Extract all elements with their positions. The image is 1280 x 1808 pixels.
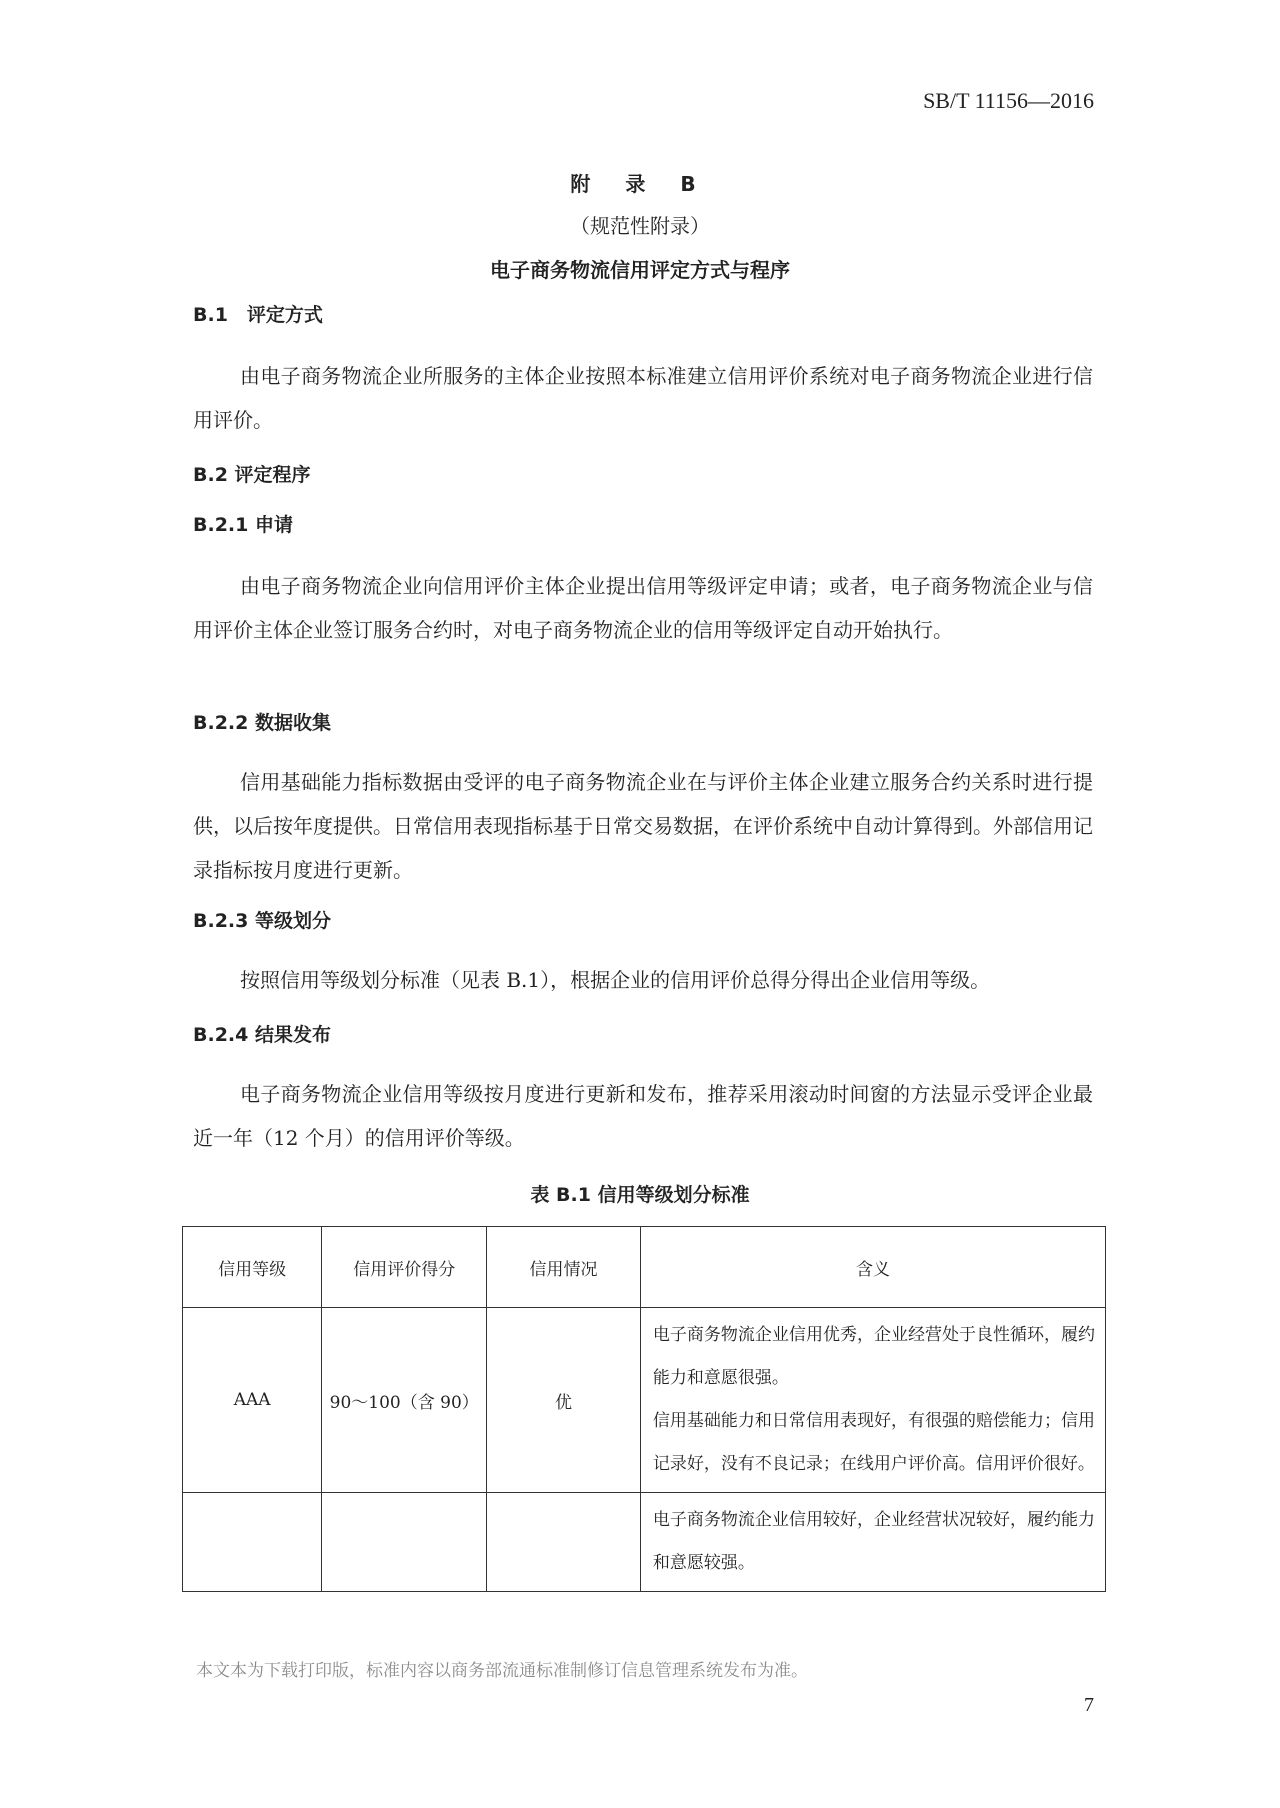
section-b23-text: 按照信用等级划分标准（见表 B.1），根据企业的信用评价总得分得出企业信用等级。 (240, 968, 991, 992)
cell-meaning (640, 1493, 1105, 1592)
page-number: 7 (1084, 1694, 1094, 1716)
cell-status: 优 (487, 1308, 641, 1493)
meaning-paragraph: 信用基础能力和日常信用表现好，有很强的赔偿能力；信用记录好，没有不良记录；在线用户评价高。信用评价很好。 (652, 1411, 1095, 1474)
cell-score: 90～100（含 90） (322, 1308, 487, 1493)
section-b2-heading: B.2 评定程序 (193, 464, 311, 486)
header-credit-score: 信用评价得分 (322, 1227, 487, 1308)
section-b24-heading: B.2.4 结果发布 (193, 1024, 331, 1046)
cell-grade (183, 1493, 322, 1592)
annex-type: （规范性附录） (570, 214, 710, 238)
footer-note: 本文本为下载打印版，标准内容以商务部流通标准制修订信息管理系统发布为准。 (196, 1661, 808, 1681)
meaning-paragraph: 电子商务物流企业信用优秀，企业经营处于良性循环，履约能力和意愿很强。 (652, 1325, 1095, 1388)
section-b24-text: 电子商务物流企业信用等级按月度进行更新和发布，推荐采用滚动时间窗的方法显示受评企业最近一年（12 个月）的信用评价等级。 (193, 1082, 1093, 1150)
cell-meaning (640, 1308, 1105, 1493)
credit-grade-table (182, 1226, 1106, 1592)
document-code: SB/T 11156—2016 (923, 88, 1094, 113)
table-header-row (183, 1227, 1106, 1308)
section-b22-heading: B.2.2 数据收集 (193, 712, 331, 734)
section-b21-text: 由电子商务物流企业向信用评价主体企业提出信用等级评定申请；或者，电子商务物流企业与信用评价主体企业签订服务合约时，对电子商务物流企业的信用等级评定自动开始执行。 (193, 574, 1093, 642)
header-credit-grade: 信用等级 (183, 1227, 322, 1308)
section-b21-heading: B.2.1 申请 (193, 514, 293, 536)
header-meaning: 含义 (640, 1227, 1105, 1308)
cell-status (487, 1493, 641, 1592)
annex-subject: 电子商务物流信用评定方式与程序 (490, 258, 790, 282)
table-row (183, 1493, 1106, 1592)
meaning-paragraph: 电子商务物流企业信用较好，企业经营状况较好，履约能力和意愿较强。 (652, 1510, 1095, 1573)
section-b1-text: 由电子商务物流企业所服务的主体企业按照本标准建立信用评价系统对电子商务物流企业进行信用评价。 (193, 364, 1093, 432)
section-b23-heading: B.2.3 等级划分 (193, 910, 331, 932)
header-credit-status: 信用情况 (487, 1227, 641, 1308)
section-b22-text: 信用基础能力指标数据由受评的电子商务物流企业在与评价主体企业建立服务合约关系时进行提供，以后按年度提供。日常信用表现指标基于日常交易数据，在评价系统中自动计算得到。外部信用记录指标按月度进行更新。 (193, 770, 1093, 882)
table-title: 表 B.1 信用等级划分标准 (530, 1184, 750, 1206)
cell-grade: AAA (183, 1308, 322, 1493)
table-row (183, 1308, 1106, 1493)
cell-score (322, 1493, 487, 1592)
annex-title: 附 录 B (570, 172, 710, 196)
section-b1-heading: B.1 评定方式 (193, 304, 323, 326)
